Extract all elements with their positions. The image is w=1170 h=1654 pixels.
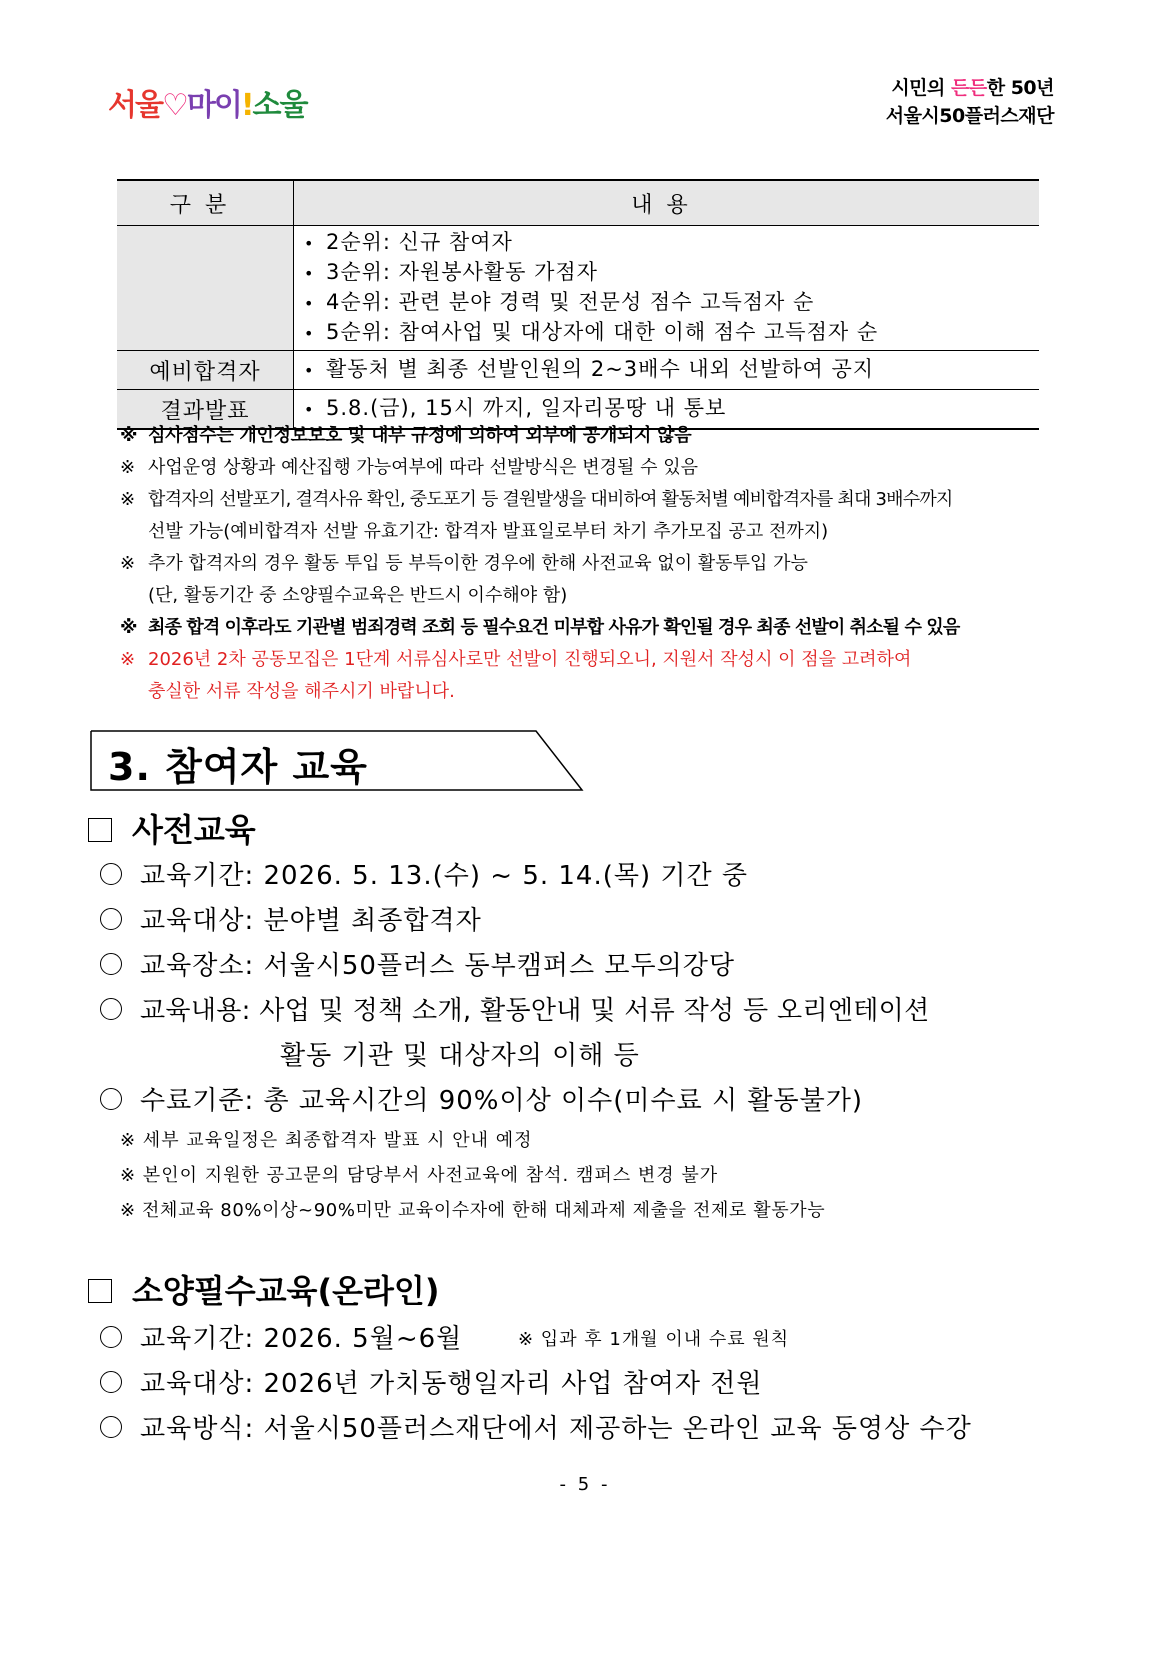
note-continuation: 선발 가능(예비합격자 선발 유효기간: 합격자 발표일로부터 차기 추가모집 공고 전까지)	[148, 521, 829, 542]
list-item: 교육기간: 2026. 5월~6월	[100, 1318, 462, 1355]
checkbox-icon	[88, 1279, 112, 1303]
list-item: 교육대상: 2026년 가치동행일자리 사업 참여자 전원	[100, 1363, 762, 1400]
row-content: • 5.8.(금), 15시 까지, 일자리몽땅 내 통보	[294, 390, 1039, 428]
note: ※ 사업운영 상황과 예산집행 가능여부에 따라 선발방식은 변경될 수 있음	[120, 457, 699, 478]
circle-bullet-icon	[100, 863, 122, 885]
list-item: • 3순위: 자원봉사활동 가점자	[304, 258, 1039, 288]
note-highlight: ※ 2026년 2차 공동모집은 1단계 서류심사로만 선발이 진행되오니, 지원서 작성시 이 점을 고려하여	[120, 649, 912, 670]
header-content: 내용	[294, 180, 1040, 226]
row-content: • 활동처 별 최종 선발인원의 2~3배수 내외 선발하여 공지	[294, 351, 1039, 389]
circle-bullet-icon	[100, 1088, 122, 1110]
header-category: 구분	[117, 180, 294, 226]
table-row	[117, 226, 1039, 351]
note: ※ 추가 합격자의 경우 활동 투입 등 부득이한 경우에 한해 사전교육 없이 활동투입 가능	[120, 553, 808, 574]
subsection-heading: 소양필수교육(온라인)	[88, 1266, 439, 1312]
priority-list	[294, 226, 1039, 350]
note: ※ 심사점수는 개인정보보호 및 내부 규정에 의하여 외부에 공개되지 않음	[120, 425, 692, 446]
heart-icon: ♡	[161, 88, 187, 123]
foundation-slogan: 시민의 든든한 50년 서울시50플러스재단	[886, 74, 1054, 130]
circle-bullet-icon	[100, 1371, 122, 1393]
sub-note: ※ 세부 교육일정은 최종합격자 발표 시 안내 예정	[120, 1130, 533, 1151]
section-title: 3. 참여자 교육	[108, 745, 368, 789]
sub-note: ※ 입과 후 1개월 이내 수료 원칙	[518, 1329, 790, 1350]
list-item: 교육장소: 서울시50플러스 동부캠퍼스 모두의강당	[100, 945, 735, 982]
circle-bullet-icon	[100, 998, 122, 1020]
circle-bullet-icon	[100, 1326, 122, 1348]
list-item: • 5순위: 참여사업 및 대상자에 대한 이해 점수 고득점자 순	[304, 318, 1039, 348]
foundation-name: 서울시50플러스재단	[885, 105, 1054, 127]
logo: 서울♡마이!소울	[108, 88, 307, 123]
list-item: • 4순위: 관련 분야 경력 및 전문성 점수 고득점자 순	[304, 288, 1039, 318]
list-item: 교육대상: 분야별 최종합격자	[100, 900, 482, 937]
notes-block	[120, 420, 1070, 708]
list-item: 수료기준: 총 교육시간의 90%이상 이수(미수료 시 활동불가)	[100, 1080, 863, 1117]
circle-bullet-icon	[100, 1416, 122, 1438]
table-row	[117, 351, 1039, 390]
sub-note: ※ 본인이 지원한 공고문의 담당부서 사전교육에 참석. 캠퍼스 변경 불가	[120, 1165, 719, 1186]
list-item: • 2순위: 신규 참여자	[304, 228, 1039, 258]
row-label: 결과발표	[117, 390, 294, 430]
list-item-continuation: 활동 기관 및 대상자의 이해 등	[280, 1041, 640, 1071]
list-item: 교육내용: 사업 및 정책 소개, 활동안내 및 서류 작성 등 오리엔테이션	[100, 990, 930, 1027]
checkbox-icon	[88, 818, 112, 842]
subsection-heading: 사전교육	[88, 805, 256, 851]
list-item: 교육방식: 서울시50플러스재단에서 제공하는 온라인 교육 동영상 수강	[100, 1408, 972, 1445]
sub-note: ※ 전체교육 80%이상~90%미만 교육이수자에 한해 대체과제 제출을 전제로 활동가능	[120, 1200, 826, 1221]
row-label: 예비합격자	[117, 351, 294, 390]
circle-bullet-icon	[100, 953, 122, 975]
note: ※ 최종 합격 이후라도 기관별 범죄경력 조회 등 필수요건 미부합 사유가 확인될 경우 최종 선발이 취소될 수 있음	[120, 617, 960, 638]
table-header-row	[117, 180, 1039, 226]
note-continuation: 충실한 서류 작성을 해주시기 바랍니다.	[148, 681, 455, 702]
page-number: - 5 -	[559, 1474, 611, 1495]
note: ※ 합격자의 선발포기, 결격사유 확인, 중도포기 등 결원발생을 대비하여 활동처별 예비합격자를 최대 3배수까지	[120, 489, 953, 510]
selection-table	[117, 179, 1039, 430]
list-item: 교육기간: 2026. 5. 13.(수) ~ 5. 14.(목) 기간 중	[100, 855, 748, 892]
note-continuation: (단, 활동기간 중 소양필수교육은 반드시 이수해야 함)	[148, 585, 568, 606]
circle-bullet-icon	[100, 908, 122, 930]
empty-label-cell	[117, 226, 294, 351]
